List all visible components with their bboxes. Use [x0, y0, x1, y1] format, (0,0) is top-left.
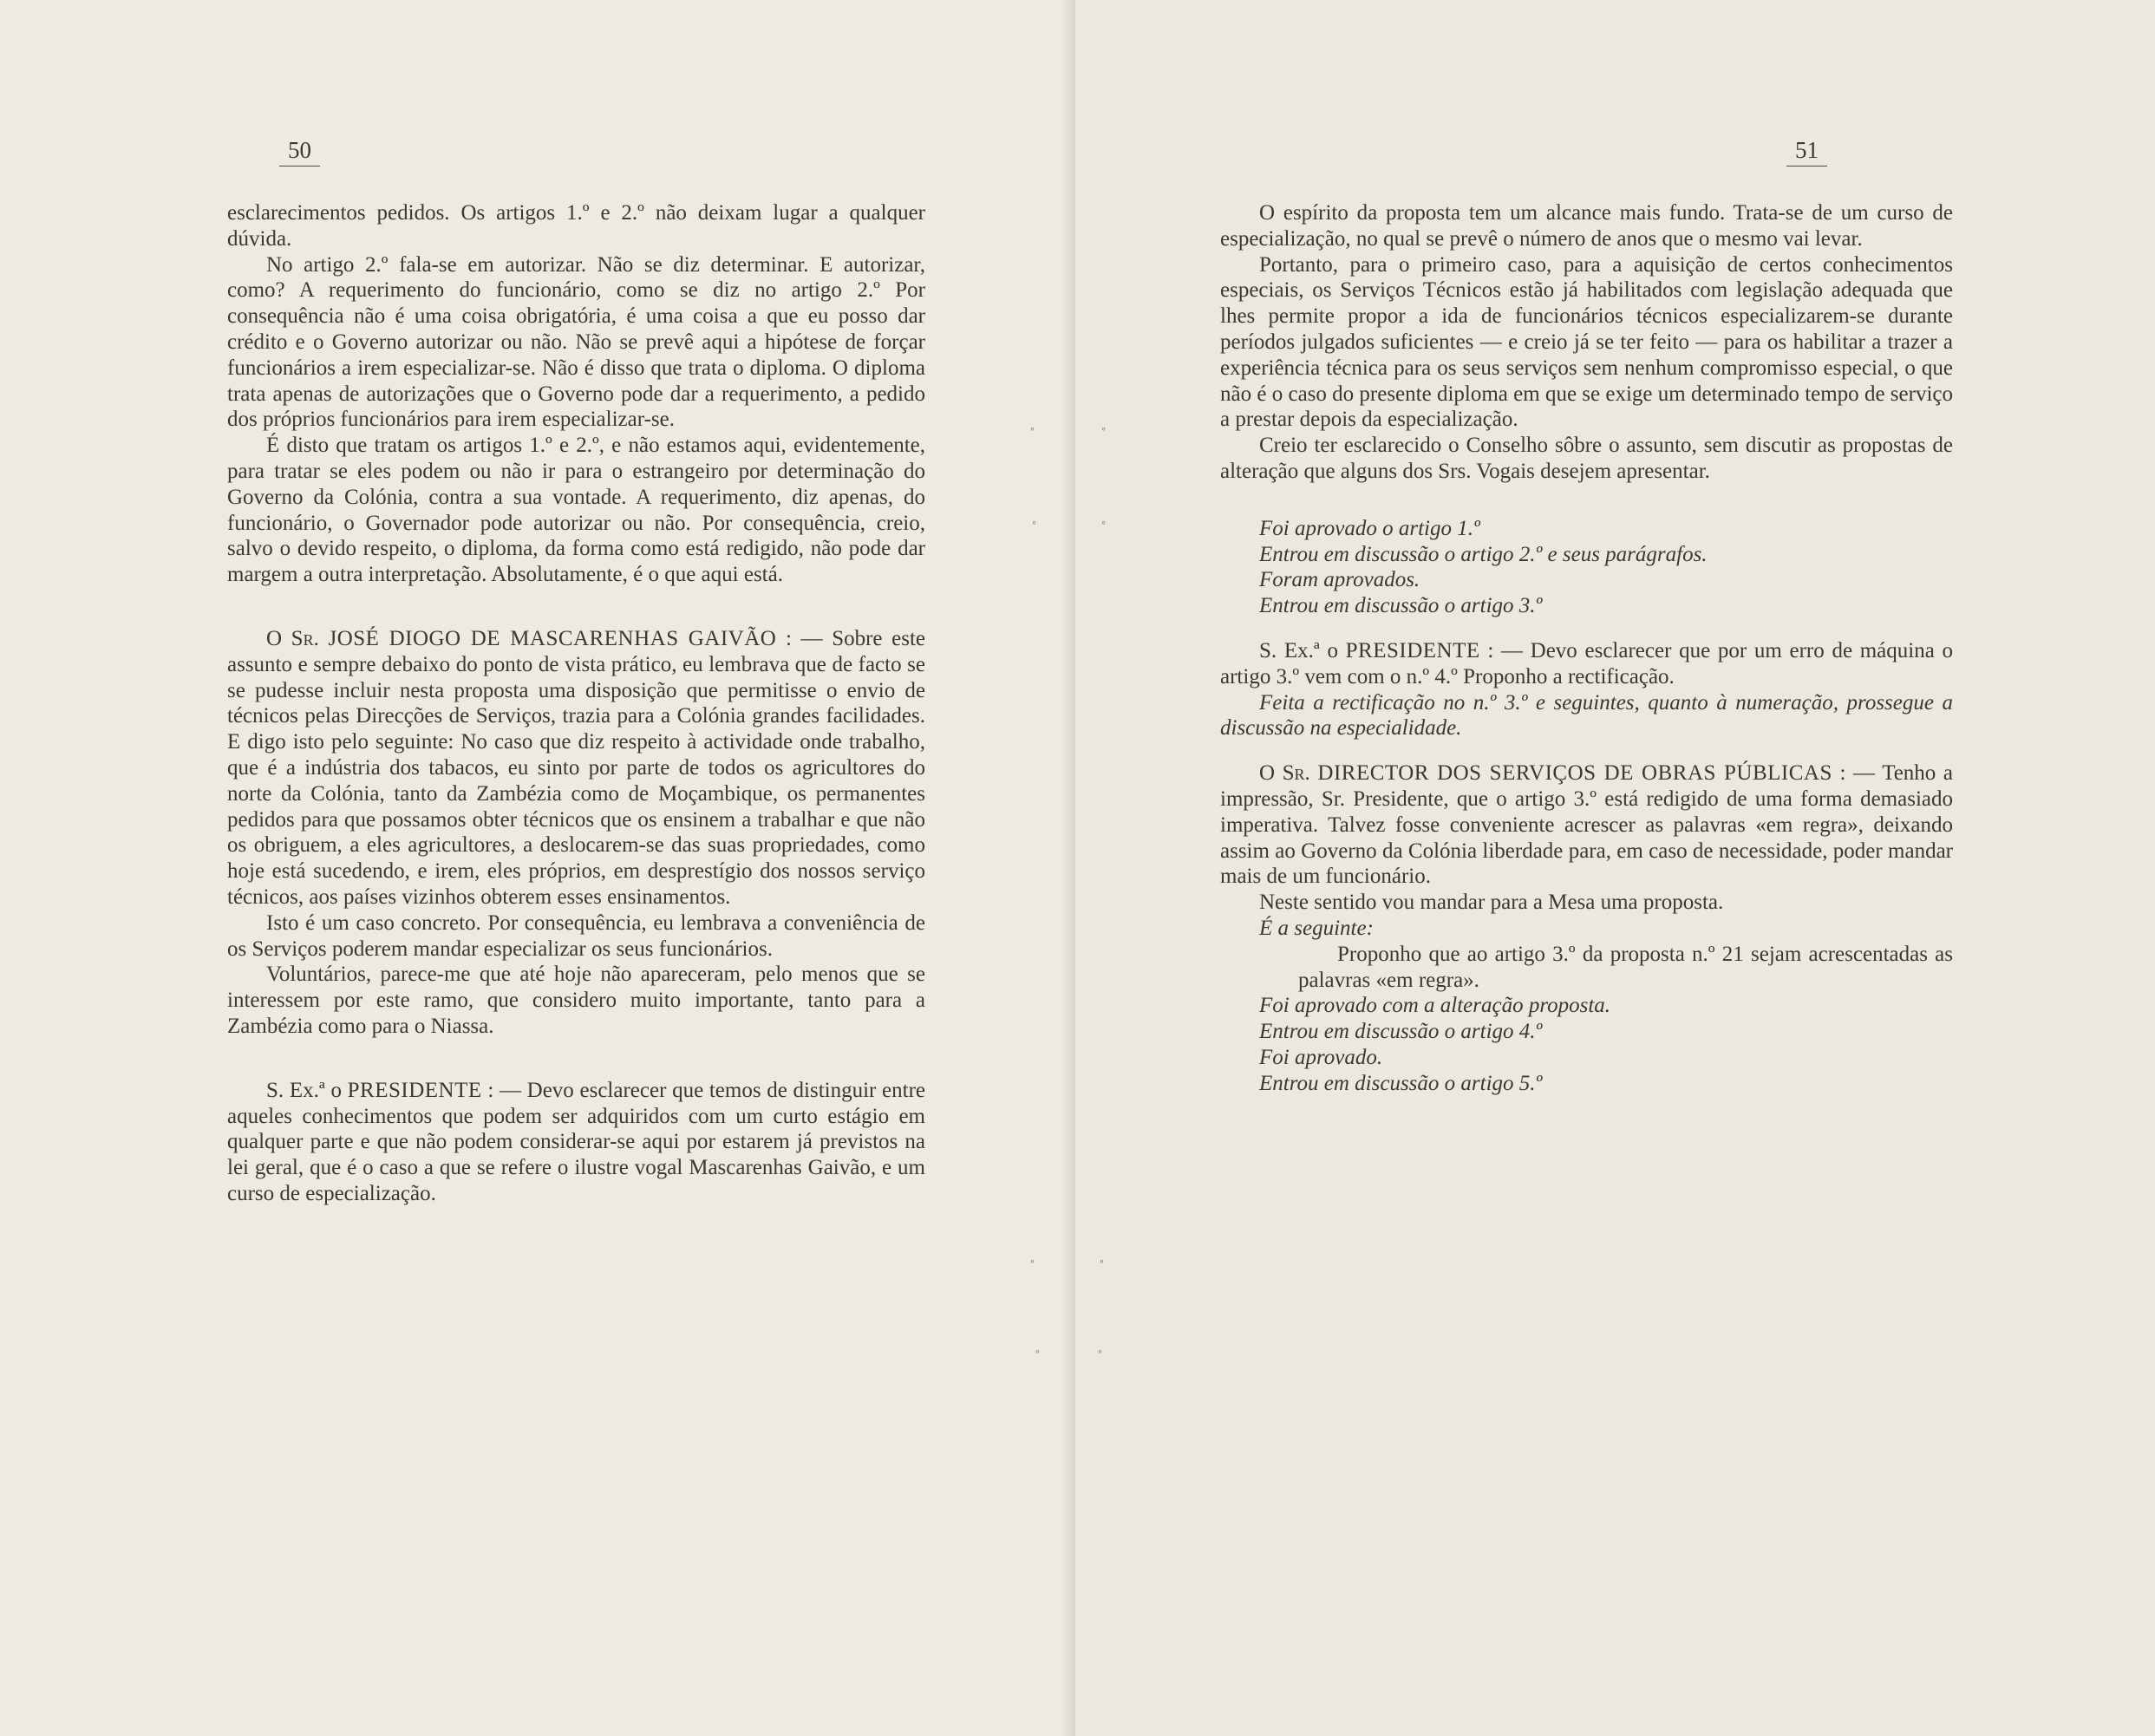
paragraph: esclarecimentos pedidos. Os artigos 1.º e 2.º não deixam lugar a qualquer dúvida.	[227, 201, 925, 251]
binding-mark: ◦	[1035, 1346, 1040, 1359]
speaker-prefix: O Sr.	[266, 626, 319, 650]
right-page	[1075, 0, 2155, 1736]
session-note: Entrou em discussão o artigo 3.º	[1259, 594, 1543, 618]
speaker-name: JOSÉ DIOGO DE MASCARENHAS GAIVÃO	[328, 626, 777, 650]
binding-mark: ◦	[1100, 1256, 1104, 1269]
speech-presidente	[227, 1078, 925, 1207]
page-number: 51	[1786, 137, 1827, 166]
speaker-separator: : —	[1839, 761, 1876, 786]
speaker-separator: : —	[785, 626, 823, 650]
session-note: Entrou em discussão o artigo 4.º	[1259, 1020, 1543, 1044]
speaker-separator: : —	[487, 1078, 521, 1102]
paragraph: No artigo 2.º fala-se em autorizar. Não se diz determinar. E autorizar, como? A requerimento do funcionário, como se diz no artigo 2.º Por consequência não é uma coisa obrigatória, é uma coisa a que eu posso dar crédito e o Governo autorizar ou não. Não se prevê aqui a hipótese de forçar funcionários a irem especializar-se. Não é disso que trata o diploma. O diploma trata apenas de autorizações que o Governo pode dar a requerimento, a pedido dos próprios funcionários para irem especializar-se.	[227, 252, 925, 432]
speaker-name: PRESIDENTE	[1345, 638, 1480, 662]
speaker-name: DIRECTOR DOS SERVIÇOS DE OBRAS PÚBLICAS	[1317, 761, 1832, 786]
speech-director-obras-publicas	[1220, 760, 1953, 890]
paragraph: O espírito da proposta tem um alcance mais fundo. Trata-se de um curso de especialização, no qual se prevê o número de anos que o mesmo vai levar.	[1220, 201, 1953, 251]
quote-intro: É a seguinte:	[1259, 916, 1374, 940]
page-number: 50	[279, 137, 320, 166]
session-note: Foram aprovados.	[1259, 568, 1420, 592]
speaker-separator: : —	[1487, 638, 1523, 662]
paragraph: Portanto, para o primeiro caso, para a aquisição de certos conhecimentos especiais, os Serviços Técnicos estão já habilitados com legislação adequada que lhes permite propor a ida de funcionários técnicos especializarem-se durante períodos julgados suficientes — e creio já se ter feito — para os habilitar a trazer a experiência técnica para os seus serviços sem nenhum compromisso especial, o que não é o caso do presente diploma em que se exige um determinado tempo de serviço a prestar depois da especialização.	[1220, 252, 1953, 432]
speech-presidente	[1220, 638, 1953, 690]
session-note: Foi aprovado o artigo 1.º	[1259, 516, 1480, 540]
speaker-prefix: O Sr.	[1259, 761, 1310, 786]
speech-text: Devo esclarecer que temos de distinguir entre aqueles conhecimentos que podem ser adquiridos com um curto estágio em qualquer parte e que não podem considerar-se aqui por estarem já previstos na lei geral, que é o caso a que se refere o ilustre vogal Mascarenhas Gaivão, e um curso de especialização.	[227, 1078, 926, 1205]
speaker-prefix: S. Ex.ª o	[266, 1078, 342, 1102]
left-page	[0, 0, 1075, 1736]
paragraph: Isto é um caso concreto. Por consequência, eu lembrava a conveniência de os Serviços poderem mandar especializar os seus funcionários.	[227, 910, 925, 961]
binding-mark: ◦	[1101, 517, 1106, 530]
left-page-text	[227, 200, 925, 1207]
binding-mark: ◦	[1098, 1346, 1102, 1359]
session-note: Foi aprovado.	[1259, 1045, 1383, 1069]
paragraph: Neste sentido vou mandar para a Mesa uma proposta.	[1259, 891, 1724, 915]
paragraph: Creio ter esclarecido o Conselho sôbre o assunto, sem discutir as propostas de alteração que alguns dos Srs. Vogais desejem apresentar.	[1220, 434, 1953, 483]
session-note: Entrou em discussão o artigo 2.º e seus parágrafos.	[1259, 542, 1708, 566]
speech-text: Sobre este assunto e sempre debaixo do ponto de vista prático, eu lembrava que de facto se se pudesse incluir nesta proposta uma disposição que permitisse o envio de técnicos pelas Direcções de Serviços, trazia para a Colónia grandes facilidades. E digo isto pelo seguinte: No caso que diz respeito à actividade onde trabalho, que é a indústria dos tabacos, eu sinto por parte de todos os agricultores do norte da Colónia, tanto da Zambézia como de Moçambique, os permanentes pedidos para que possamos obter técnicos que os ensinem a trabalhar e que não os obriguem, a eles agricultores, a deslocarem-se das suas propriedades, como hoje está sucedendo, e irem, eles próprios, em desprestígio dos nossos serviço técnicos, aos países vizinhos obterem esses ensinamentos.	[227, 626, 926, 909]
right-page-text	[1220, 200, 1953, 1097]
session-note: Foi aprovado com a alteração proposta.	[1259, 994, 1611, 1018]
speaker-name: PRESIDENTE	[347, 1078, 482, 1102]
paragraph: Voluntários, parece-me que até hoje não apareceram, pelo menos que se interessem por este ramo, que considero muito importante, tanto para a Zambézia como para o Niassa.	[227, 963, 925, 1038]
speech-text: Tenho a impressão, Sr. Presidente, que o artigo 3.º está redigido de uma forma demasiado imperativa. Talvez fosse conveniente acrescer as palavras «em regra», deixando assim ao Governo da Colónia liberdade para, em caso de necessidade, poder mandar mais de um funcionário.	[1220, 761, 1954, 889]
binding-mark: ◦	[1032, 517, 1036, 530]
speech-mascarenhas-gaivao	[227, 626, 925, 910]
session-note: Entrou em discussão o artigo 5.º	[1259, 1071, 1543, 1095]
binding-mark: ◦	[1030, 1256, 1035, 1269]
speech-text: Devo esclarecer que por um erro de máquina o artigo 3.º vem com o n.º 4.º Proponho a rectificação.	[1220, 638, 1953, 689]
speaker-prefix: S. Ex.ª o	[1259, 638, 1338, 662]
paragraph: É disto que tratam os artigos 1.º e 2.º, e não estamos aqui, evidentemente, para tratar se eles podem ou não ir para o estrangeiro por determinação do Governo da Colónia, contra a sua vontade. A requerimento, diz apenas, do funcionário, o Governador pode autorizar ou não. Por consequência, creio, salvo o devido respeito, o diploma, da forma como está redigido, não pode dar margem a outra interpretação. Absolutamente, é o que aqui está.	[227, 434, 925, 587]
proposal-quote: Proponho que ao artigo 3.º da proposta n.º 21 sejam acrescentadas as palavras «em regra».	[1298, 942, 1953, 992]
binding-mark: ◦	[1101, 423, 1106, 436]
session-note: Feita a rectificação no n.º 3.º e seguintes, quanto à numeração, prossegue a discussão na especialidade.	[1220, 690, 1953, 741]
binding-mark: ◦	[1030, 423, 1035, 436]
